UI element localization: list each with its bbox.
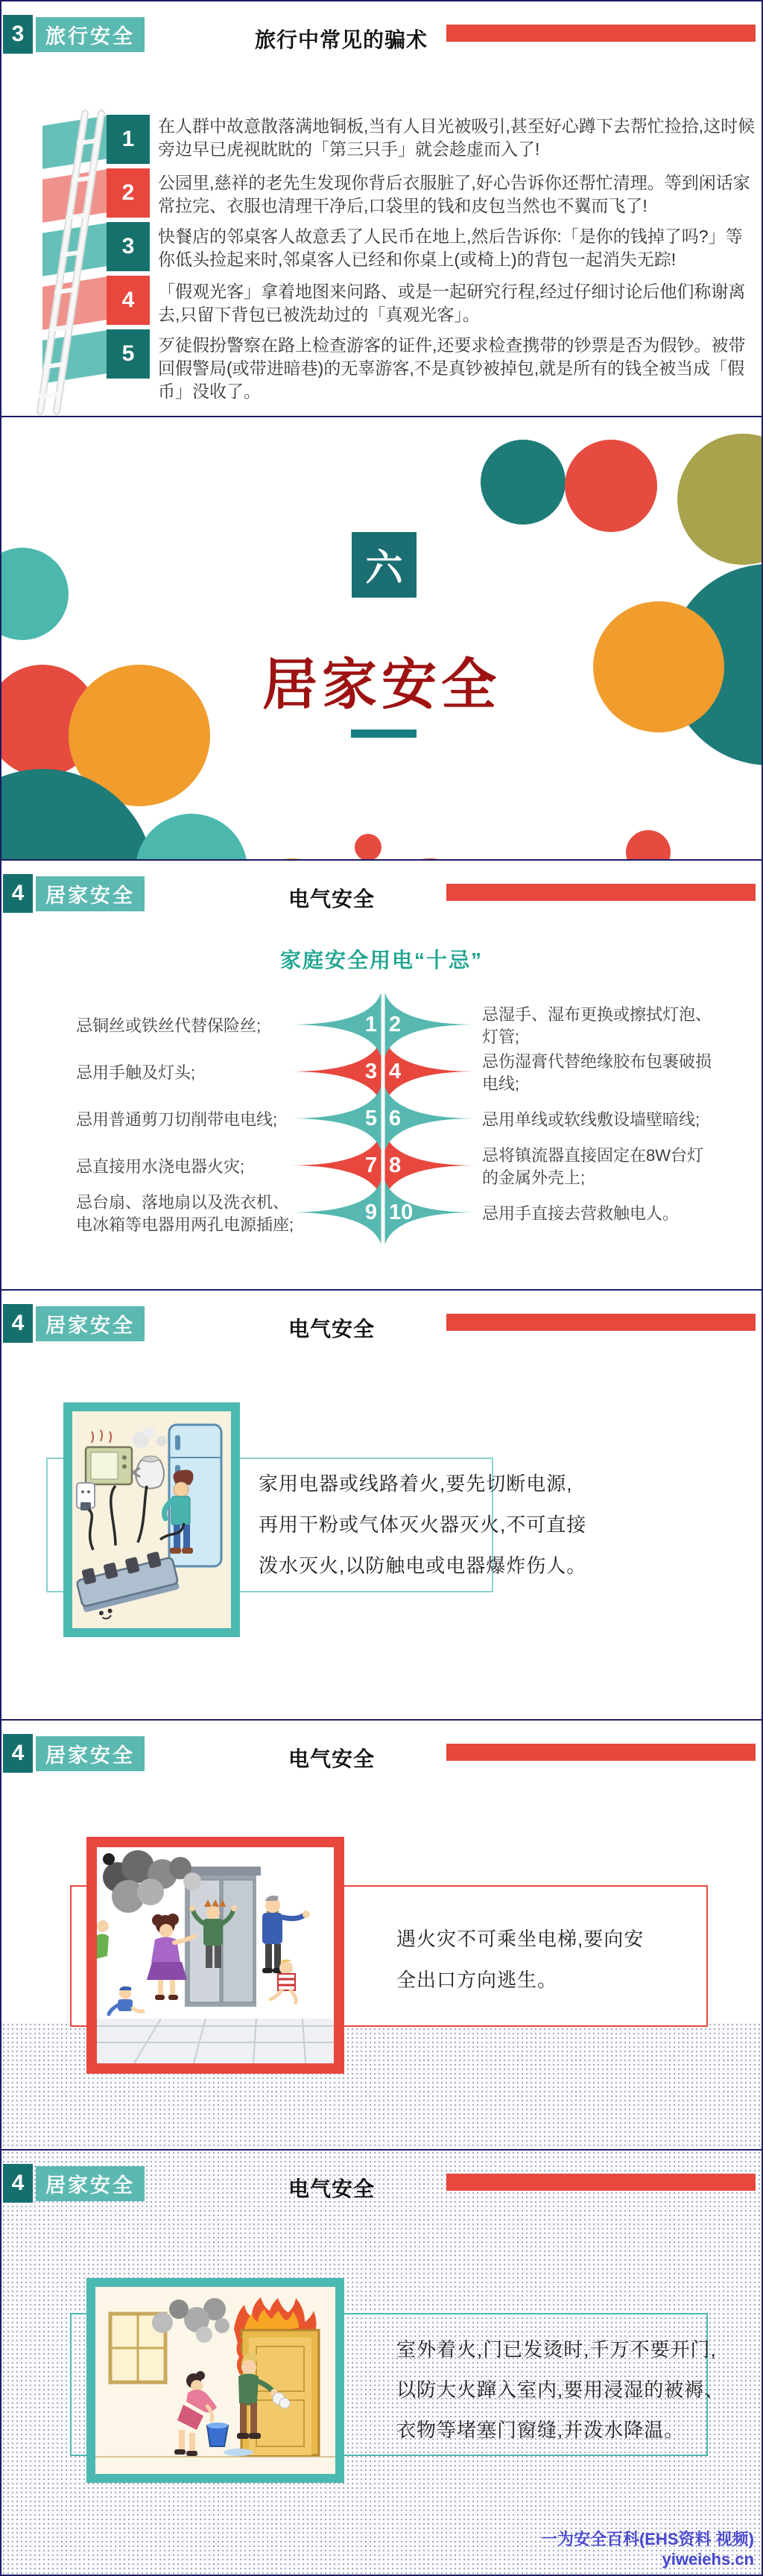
accent-bar bbox=[446, 1314, 756, 1331]
chapter-title: 居家安全 bbox=[262, 654, 501, 715]
block-number: 2 bbox=[107, 168, 150, 218]
slide-electric-fire-extinguish bbox=[1, 1291, 762, 1721]
taboo-text: 忌直接用水浇电器火灾; bbox=[76, 1157, 245, 1176]
taboo-number: 3 bbox=[364, 1060, 377, 1083]
taboo-text: 忌台扇、落地扇以及洗衣机、电冰箱等电器用两孔电源插座; bbox=[76, 1193, 294, 1234]
slide-number-badge: 4 bbox=[3, 2164, 33, 2203]
decor-circle bbox=[1, 548, 69, 640]
taboo-text: 忌伤湿膏代替绝缘胶布包裹破损电线; bbox=[482, 1052, 712, 1093]
taboo-number: 7 bbox=[364, 1153, 377, 1177]
taboo-text: 忌铜丝或铁丝代替保险丝; bbox=[76, 1016, 262, 1035]
slide-electric-ten-taboos bbox=[1, 861, 762, 1291]
slide-title: 电气安全 bbox=[288, 1747, 376, 1770]
caption-text bbox=[259, 1463, 586, 1586]
section-label: 居家安全 bbox=[36, 1736, 145, 1771]
caption-line: 室外着火,门已发烫时,千万不要开门, bbox=[396, 2338, 717, 2361]
caption-line: 以防大火蹿入室内,要用浸湿的被褥、 bbox=[396, 2379, 725, 2401]
caption-text bbox=[396, 1919, 644, 2001]
accent-bar bbox=[446, 884, 756, 901]
scam-item-text: 「假观光客」拿着地图来问路、或是一起研究行程,经过仔细讨论后他们称谢离去,只留下背包已被洗劫过的「真观光客」。 bbox=[158, 282, 746, 324]
slide-number-badge: 4 bbox=[3, 874, 33, 913]
taboo-number: 2 bbox=[389, 1013, 402, 1037]
hot-door-drawing bbox=[95, 2287, 335, 2474]
block-number: 3 bbox=[107, 222, 150, 271]
decor-circle bbox=[677, 434, 762, 565]
section-label: 旅行安全 bbox=[36, 17, 145, 52]
taboo-number: 9 bbox=[364, 1200, 377, 1224]
taboo-number: 4 bbox=[389, 1060, 402, 1083]
block-number: 5 bbox=[107, 329, 150, 379]
taboo-number: 8 bbox=[389, 1153, 402, 1177]
taboo-number: 5 bbox=[364, 1107, 377, 1130]
scam-item-text: 快餐店的邻桌客人故意丢了人民币在地上,然后告诉你:「是你的钱掉了吗?」等你低头捡起来时,邻桌客人已经和你桌上(或椅上)的背包一起消失无踪! bbox=[158, 227, 743, 269]
caption-line: 家用电器或线路着火,要先切断电源, bbox=[259, 1472, 573, 1495]
section-label: 居家安全 bbox=[36, 1306, 145, 1341]
taboo-number: 6 bbox=[389, 1107, 402, 1130]
scam-item-text: 在人群中故意散落满地铜板,当有人目光被吸引,甚至好心蹲下去帮忙捡拾,这时候旁边早已虎视眈眈的「第三只手」就会趁虚而入了! bbox=[158, 116, 756, 159]
elevator-escape-drawing bbox=[97, 1847, 334, 2063]
slide-title: 电气安全 bbox=[288, 1317, 376, 1341]
title-underline bbox=[351, 730, 417, 738]
footer-credit: 一为安全百科(EHS资料 视频) yiweiehs.cn bbox=[540, 2530, 754, 2569]
slide-title: 电气安全 bbox=[288, 887, 376, 911]
caption-line: 泼水灭火,以防触电或电器爆炸伤人。 bbox=[259, 1554, 587, 1577]
accent-bar bbox=[446, 25, 756, 42]
section-label: 居家安全 bbox=[36, 2166, 145, 2201]
section-label: 居家安全 bbox=[36, 876, 145, 911]
decor-circle bbox=[355, 834, 382, 861]
taboo-text: 忌用手触及灯头; bbox=[76, 1063, 196, 1082]
decor-circle bbox=[481, 440, 566, 525]
caption-text bbox=[396, 2329, 724, 2450]
slide-title: 旅行中常见的骗术 bbox=[255, 28, 428, 51]
block-number: 4 bbox=[107, 276, 150, 325]
scam-item-text: 公园里,慈祥的老先生发现你背后衣服脏了,好心告诉你还帮忙清理。等到闲话家常拉完、衣服也清理干净后,口袋里的钱和皮包当然也不翼而飞了! bbox=[158, 173, 750, 215]
slide-number-badge: 4 bbox=[3, 1734, 33, 1773]
block-number: 1 bbox=[107, 115, 150, 164]
decor-circle bbox=[565, 440, 657, 532]
accent-bar bbox=[446, 1744, 756, 1761]
overloaded-socket-drawing bbox=[72, 1411, 231, 1628]
slide-number-badge: 4 bbox=[3, 1304, 33, 1343]
elevator-escape-cartoon bbox=[86, 1837, 344, 2074]
slide-chapter-home-safety bbox=[1, 417, 762, 861]
slide-travel-safety bbox=[1, 1, 762, 417]
slide-electric-hot-door bbox=[1, 2151, 762, 2576]
caption-line: 遇火灾不可乘坐电梯,要向安 bbox=[396, 1928, 645, 1950]
scam-item-text: 歹徒假扮警察在路上检查游客的证件,还要求检查携带的钞票是否为假钞。被带回假警局(或带进暗巷)的无辜游客,不是真钞被掉包,就是所有的钱全被当成「假币」没收了。 bbox=[158, 335, 746, 401]
decor-circle bbox=[626, 830, 671, 861]
taboo-text: 忌将镇流器直接固定在8W台灯的金属外壳上; bbox=[482, 1146, 704, 1187]
ten-taboos-heading: 家庭安全用电“十忌” bbox=[279, 949, 483, 972]
chapter-number-box: 六 bbox=[352, 532, 417, 598]
slide-number-badge: 3 bbox=[3, 15, 33, 54]
taboo-number: 1 bbox=[364, 1013, 377, 1037]
taboo-number: 10 bbox=[389, 1200, 414, 1224]
caption-line: 衣物等堵塞门窗缝,并泼水降温。 bbox=[396, 2419, 685, 2441]
star-chain-shape bbox=[290, 981, 476, 1263]
taboo-text: 忌用手直接去营救触电人。 bbox=[482, 1204, 680, 1223]
taboo-text: 忌用普通剪刀切削带电电线; bbox=[76, 1110, 278, 1129]
decor-circle bbox=[136, 814, 247, 861]
slide-electric-elevator bbox=[1, 1721, 762, 2151]
caption-line: 再用干粉或气体灭火器灭火,不可直接 bbox=[259, 1513, 587, 1536]
ladder-icon bbox=[24, 110, 113, 417]
overloaded-socket-cartoon bbox=[63, 1402, 240, 1637]
slide-title: 电气安全 bbox=[288, 2177, 376, 2200]
hot-door-cartoon bbox=[86, 2278, 344, 2483]
accent-bar bbox=[446, 2174, 756, 2191]
taboo-text: 忌用单线或软线敷设墙壁暗线; bbox=[482, 1110, 700, 1129]
caption-line: 全出口方向逃生。 bbox=[396, 1969, 558, 1991]
taboo-text: 忌湿手、湿布更换或擦拭灯泡、灯管; bbox=[482, 1005, 712, 1046]
